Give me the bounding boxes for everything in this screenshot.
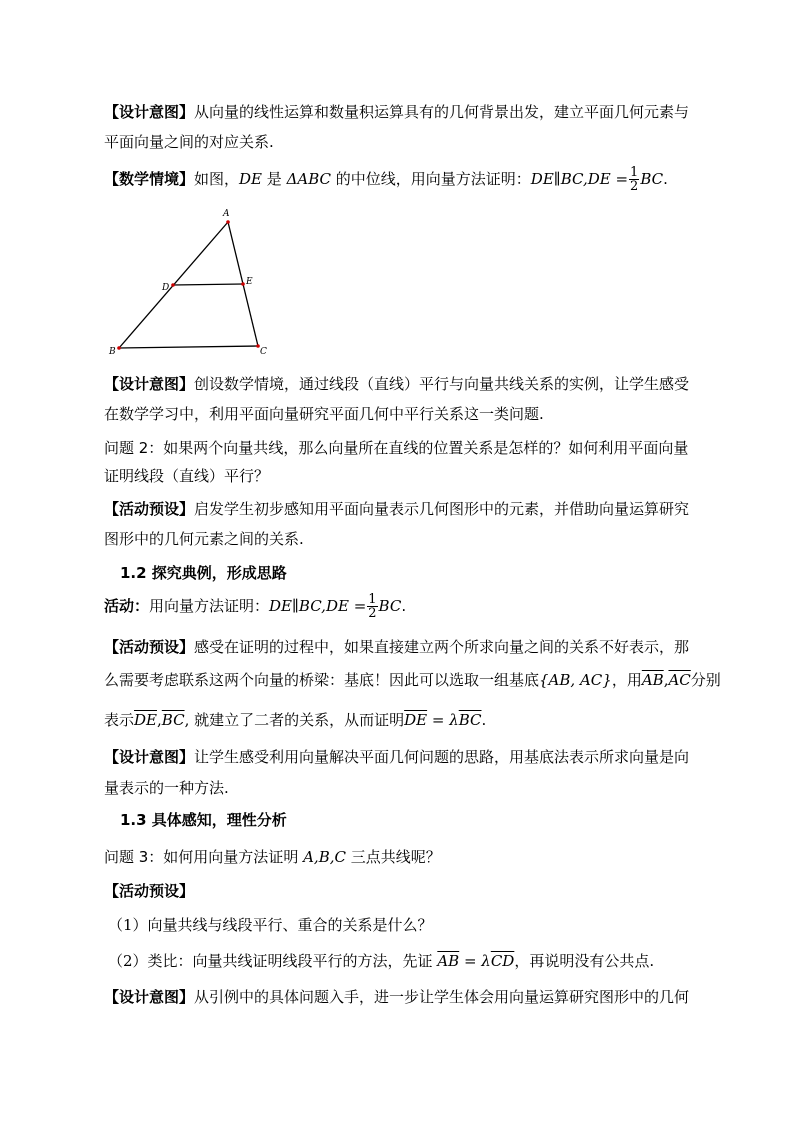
paragraph-text: 分别 <box>690 671 721 689</box>
list-item-2 <box>108 946 724 976</box>
math-formula: BC <box>378 597 402 615</box>
label-e: E <box>246 277 253 287</box>
label-d: D <box>162 283 170 293</box>
paragraph-text: （1）向量共线与线段平行、重合的关系是什么？ <box>108 916 433 934</box>
period: . <box>401 597 407 615</box>
design-intent-3 <box>104 742 720 772</box>
point-e <box>241 282 245 286</box>
paragraph-text: 证明线段（直线）平行？ <box>104 467 270 485</box>
math-formula: DE∥BC,DE = <box>269 597 367 615</box>
activity-preset-1-line2 <box>104 524 720 554</box>
paragraph-text: 感受在证明的过程中，如果直接建立两个所求向量之间的关系不好表示，那 <box>194 638 690 656</box>
design-intent-3-line2 <box>104 773 720 803</box>
math-formula: BC <box>640 170 664 188</box>
section-heading-1-2: 1.2 探究典例，形成思路 <box>120 564 287 582</box>
design-intent-1-line2 <box>104 127 720 157</box>
label-c: C <box>260 347 267 357</box>
math-lambda: = λ <box>459 952 491 970</box>
paragraph-text: 的中位线，用向量方法证明： <box>331 170 531 188</box>
activity-preset-2-line2 <box>104 665 720 695</box>
paragraph-text: 让学生感受利用向量解决平面几何问题的思路，用基底法表示所求向量是向 <box>194 748 690 766</box>
activity-preset-2 <box>104 632 720 662</box>
paragraph-text: （2）类比：向量共线证明线段平行的方法，先证 <box>108 952 438 970</box>
paragraph-text: ，用 <box>611 671 642 689</box>
paragraph-text: 从引例中的具体问题入手，进一步让学生体会用向量运算研究图形中的几何 <box>194 988 690 1006</box>
paragraph-text: 创设数学情境，通过线段（直线）平行与向量共线关系的实例，让学生感受 <box>194 375 690 393</box>
activity-preset-tag: 【活动预设】 <box>104 500 195 518</box>
triangle-figure <box>100 200 290 365</box>
fraction-denominator: 2 <box>630 179 639 194</box>
paragraph-text: 如图， <box>194 170 240 188</box>
activity-tag: 活动： <box>104 597 150 615</box>
math-situation-tag: 【数学情境】 <box>104 170 195 188</box>
period: . <box>481 711 487 729</box>
vector-cd: $\overline{CD}$ <box>490 952 515 970</box>
paragraph-text: 是 <box>262 170 287 188</box>
question-2-line2 <box>104 461 720 491</box>
activity-line <box>104 591 720 621</box>
design-intent-4 <box>104 982 720 1012</box>
paragraph-text: 图形中的几何元素之间的关系. <box>104 530 304 548</box>
math-formula: DE∥BC,DE = <box>530 170 629 188</box>
point-a <box>226 220 230 224</box>
fraction-numerator: 1 <box>630 165 639 180</box>
section-heading-1-3: 1.3 具体感知，理性分析 <box>120 811 287 829</box>
point-b <box>117 346 121 350</box>
side-bc <box>119 346 258 348</box>
paragraph-text: 平面向量之间的对应关系. <box>104 133 274 151</box>
math-triangle: ΔABC <box>286 170 332 188</box>
period: . <box>663 170 668 188</box>
question-2 <box>104 433 720 463</box>
fraction-numerator: 1 <box>368 592 377 607</box>
activity-preset-tag: 【活动预设】 <box>104 882 195 900</box>
design-intent-tag: 【设计意图】 <box>104 988 195 1006</box>
vector-ab: $\overline{AB}$ <box>641 671 664 689</box>
paragraph-text: 启发学生初步感知用平面向量表示几何图形中的元素，并借助向量运算研究 <box>194 500 690 518</box>
vector-bc: $\overline{BC}$ <box>458 711 482 729</box>
paragraph-text: 三点共线呢？ <box>345 848 441 866</box>
math-points: A,B,C <box>303 848 346 866</box>
paragraph-text: 问题 2：如果两个向量共线，那么向量所在直线的位置关系是怎样的？如何利用平面向量 <box>104 439 689 457</box>
vector-bc: $\overline{BC}$ <box>161 711 185 729</box>
paragraph-text: 在数学学习中，利用平面向量研究平面几何中平行关系这一类问题. <box>104 405 544 423</box>
design-intent-2-line2 <box>104 399 720 429</box>
fraction-half <box>629 166 639 193</box>
activity-preset-2-line3: 表示$\overline{DE},\overline{BC}$, 就建立了二者的关系，从而证明$\overline{DE} = \lambda\overline{BC}$. <box>104 711 487 729</box>
paragraph-text: 从向量的线性运算和数量积运算具有的几何背景出发，建立平面几何元素与 <box>194 103 690 121</box>
midline-de <box>173 284 243 285</box>
label-b: B <box>109 347 116 357</box>
fraction-half <box>367 593 377 620</box>
design-intent-tag: 【设计意图】 <box>104 375 195 393</box>
paragraph-text: 用向量方法证明： <box>149 597 270 615</box>
question-3 <box>104 842 720 872</box>
math-situation <box>104 164 720 194</box>
paragraph-text: , 就建立了二者的关系，从而证明 <box>184 711 405 729</box>
paragraph-text: 表示 <box>104 711 135 729</box>
paragraph-text: 量表示的一种方法. <box>104 779 229 797</box>
math-de: DE <box>239 170 263 188</box>
design-intent-tag: 【设计意图】 <box>104 748 195 766</box>
paragraph-text: ，再说明没有公共点. <box>514 952 655 970</box>
vector-de: $\overline{DE}$ <box>134 711 157 729</box>
label-a: A <box>223 209 230 219</box>
vector-ac: $\overline{AC}$ <box>668 671 691 689</box>
activity-preset-1 <box>104 494 720 524</box>
design-intent-1 <box>104 97 720 127</box>
math-lambda: = λ <box>427 711 459 729</box>
paragraph-text: 问题 3：如何用向量方法证明 <box>104 848 304 866</box>
vector-ab: $\overline{AB}$ <box>437 952 460 970</box>
paragraph-text: 么需要考虑联系这两个向量的桥梁：基底！因此可以选取一组基底 <box>104 671 540 689</box>
point-d <box>171 283 175 287</box>
activity-preset-3 <box>104 876 720 906</box>
activity-preset-tag: 【活动预设】 <box>104 638 195 656</box>
math-basis: {AB, AC} <box>539 671 612 689</box>
list-item-1 <box>108 910 724 940</box>
design-intent-2 <box>104 369 720 399</box>
vector-de: $\overline{DE}$ <box>404 711 428 729</box>
comma: , <box>663 671 669 689</box>
fraction-denominator: 2 <box>368 606 377 621</box>
design-intent-tag: 【设计意图】 <box>104 103 195 121</box>
